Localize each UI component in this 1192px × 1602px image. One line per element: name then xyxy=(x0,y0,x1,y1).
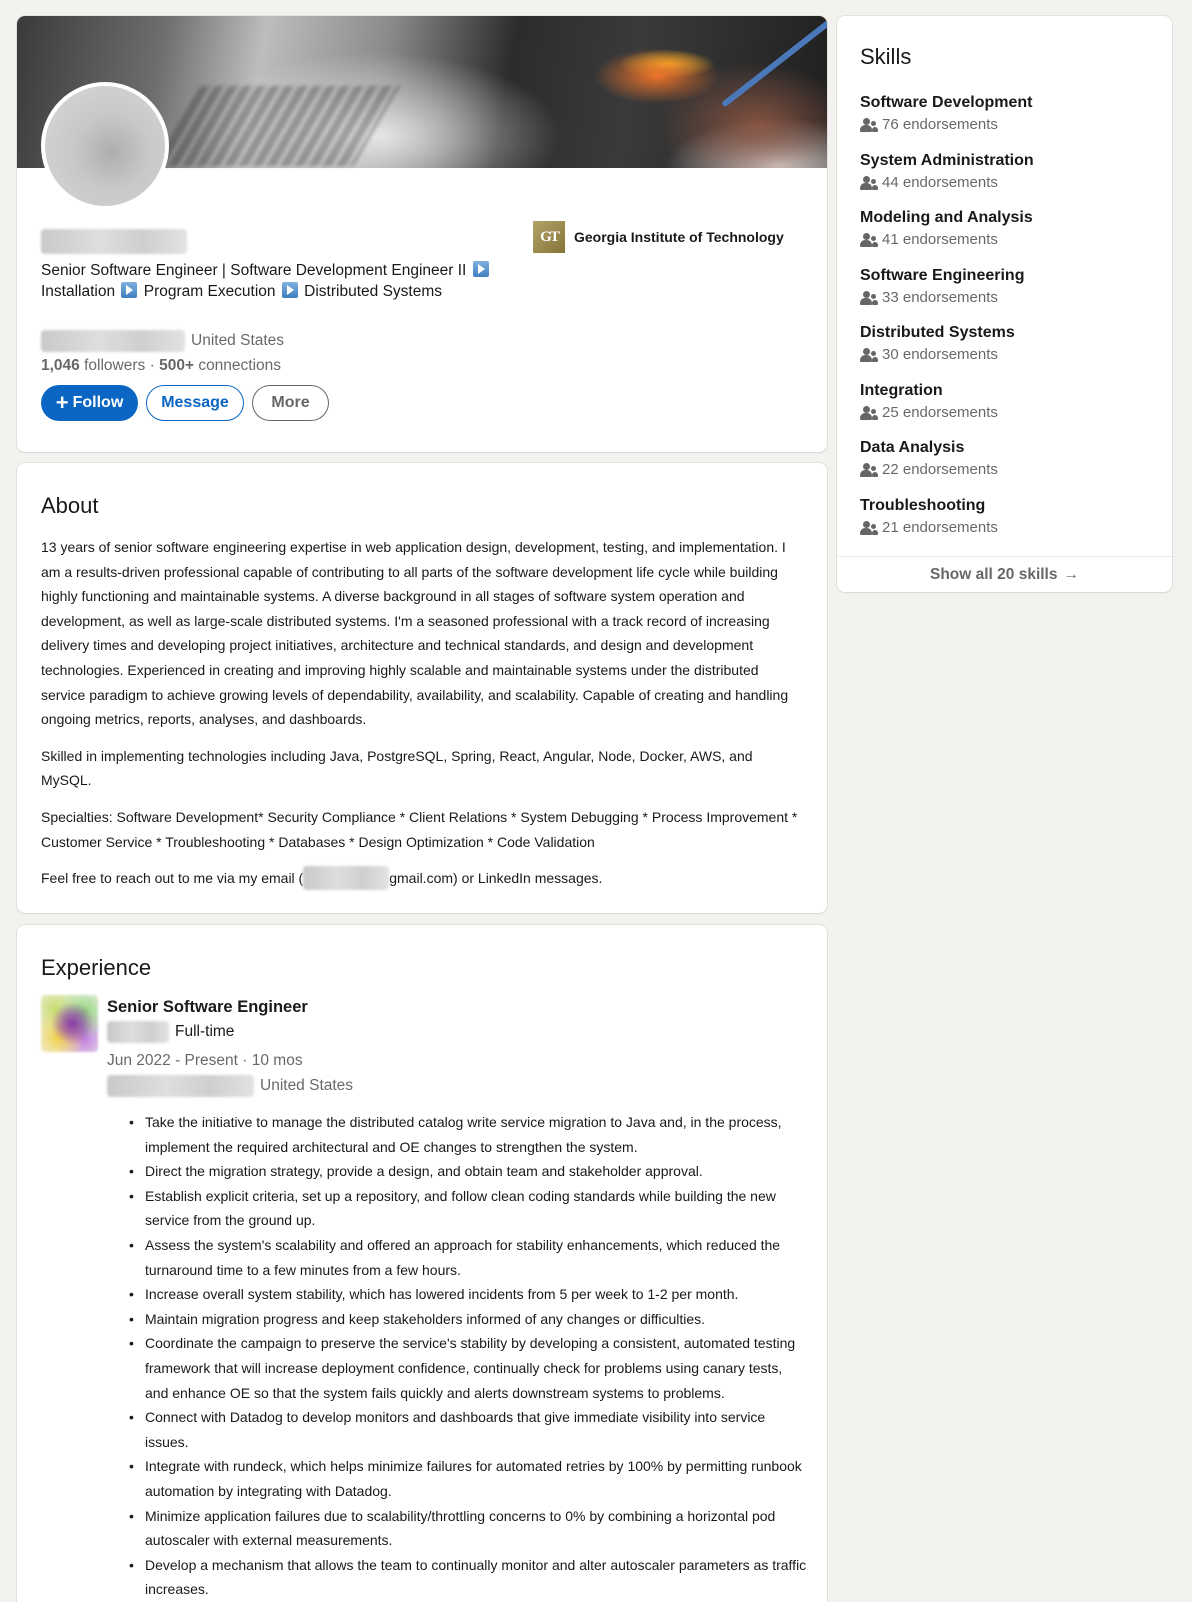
people-icon xyxy=(860,521,878,535)
job-bullet: • Connect with Datadog to develop monitors and dashboards that give immediate visibility into service issues. xyxy=(127,1405,807,1454)
network-stats xyxy=(41,357,281,375)
endorsement-count: 30 endorsements xyxy=(882,346,998,363)
connections-label[interactable]: connections xyxy=(198,357,282,374)
job-description-list xyxy=(127,1110,807,1602)
profile-headline xyxy=(41,260,521,302)
job-company xyxy=(107,1019,353,1045)
stats-separator: · xyxy=(149,357,155,374)
skills-title: Skills xyxy=(860,44,912,69)
endorsement-count: 33 endorsements xyxy=(882,288,998,306)
arrow-right-icon: → xyxy=(1063,565,1079,583)
people-icon xyxy=(860,406,878,420)
job-bullet: • Increase overall system stability, which has lowered incidents from 5 per week to 1-2 per month. xyxy=(127,1282,807,1307)
people-icon xyxy=(860,118,878,132)
plus-icon: + xyxy=(55,390,69,415)
company-logo[interactable] xyxy=(41,995,98,1052)
job-bullet: • Maintain migration progress and keep stakeholders informed of any changes or difficulties. xyxy=(127,1307,807,1332)
skill-endorsements[interactable] xyxy=(860,229,1034,251)
about-title: About xyxy=(41,493,99,518)
profile-actions xyxy=(41,385,329,421)
job-city-redacted xyxy=(107,1075,254,1097)
people-icon xyxy=(860,463,878,477)
play-button-icon xyxy=(121,282,137,298)
more-button[interactable]: More xyxy=(252,385,329,421)
job-bullet: • Coordinate the campaign to preserve the service's stability by developing a consistent, automated testing framework that will increase deployment confidence, continually check for problems using canary tests, and enhance OE so that the system fails quickly and alerts downstream systems to problems. xyxy=(127,1331,807,1405)
job-country: United States xyxy=(260,1077,354,1094)
play-button-icon xyxy=(473,261,489,277)
skill-endorsements[interactable] xyxy=(860,344,1034,366)
profile-top-card xyxy=(17,16,827,452)
people-icon xyxy=(860,176,878,190)
headline-part: Distributed Systems xyxy=(304,283,442,300)
job-bullet: • Integrate with rundeck, which helps minimize failures for automated retries by 100% by permitting runbook automation by integrating with Datadog. xyxy=(127,1454,807,1503)
skills-list xyxy=(860,92,1034,552)
contact-prefix: Feel free to reach out to me via my email ( xyxy=(41,870,304,887)
connections-count: 500+ xyxy=(159,357,194,374)
about-body xyxy=(41,535,801,903)
banner-pen-decoration xyxy=(721,16,827,108)
skill-name: Modeling and Analysis xyxy=(860,209,1033,226)
skill-name: Distributed Systems xyxy=(860,324,1015,341)
skill-item[interactable] xyxy=(860,207,1034,265)
skill-name: Integration xyxy=(860,381,943,399)
about-paragraph: 13 years of senior software engineering expertise in web application design, development, testing, and implementation. I am a results-driven professional capable of contributing to all parts of the software development life cycle while building highly functioning and maintainable systems. A diverse background in all stages of software system operation and development, as well as large-scale distributed systems. I'm a seasoned professional with a track record of increasing delivery times and developing project initiatives, architecture and technical standards, and design and development technologies. Experienced in creating and improving highly scalable and maintainable systems under the distributed service paradigm to achieve growing levels of dependability, availability, and scalability. Capable of creating and handling ongoing metrics, reports, analyses, and dashboards. xyxy=(41,539,789,728)
people-icon xyxy=(860,348,878,362)
location-country: United States xyxy=(191,332,285,349)
about-contact xyxy=(41,866,801,891)
skill-endorsements[interactable] xyxy=(860,172,1034,194)
job-bullet: • Take the initiative to manage the distributed catalog write service migration to Java and, in the process, implement the required architectural and OE changes to strengthen the system. xyxy=(127,1110,807,1159)
job-bullet: • Direct the migration strategy, provide a design, and obtain team and stakeholder approval. xyxy=(127,1159,807,1184)
contact-suffix: gmail.com) or LinkedIn messages. xyxy=(389,870,603,887)
experience-card xyxy=(17,925,827,1602)
follow-label: Follow xyxy=(72,394,124,411)
skill-item[interactable] xyxy=(860,380,1034,438)
show-all-label: Show all 20 skills xyxy=(929,565,1058,583)
followers-count: 1,046 xyxy=(41,357,80,374)
education-name: Georgia Institute of Technology xyxy=(574,229,784,245)
endorsement-count: 21 endorsements xyxy=(882,518,998,536)
skill-endorsements[interactable] xyxy=(860,402,1034,424)
about-card xyxy=(17,463,827,913)
skill-endorsements[interactable] xyxy=(860,517,1034,539)
profile-name-redacted xyxy=(41,229,187,254)
endorsement-count: 76 endorsements xyxy=(882,116,998,133)
employment-type: Full-time xyxy=(175,1023,235,1040)
show-all-skills-button[interactable] xyxy=(837,556,1172,592)
company-name-redacted xyxy=(107,1021,169,1043)
georgia-tech-logo-icon: GT xyxy=(533,221,565,253)
skill-endorsements[interactable] xyxy=(860,287,1034,309)
about-paragraph: Skilled in implementing technologies including Java, PostgreSQL, Spring, React, Angular, Node, Docker, AWS, and MySQL. xyxy=(41,747,753,789)
skill-item[interactable] xyxy=(860,495,1034,553)
experience-item xyxy=(107,995,353,1098)
endorsement-count: 25 endorsements xyxy=(882,403,998,421)
endorsement-count: 44 endorsements xyxy=(882,173,998,191)
job-bullet: • Assess the system's scalability and offered an approach for stability enhancements, which reduced the turnaround time to a few minutes from a few hours. xyxy=(127,1233,807,1282)
headline-part: Installation xyxy=(41,283,116,300)
skill-name: Data Analysis xyxy=(860,439,965,456)
skill-item[interactable] xyxy=(860,92,1034,150)
education-link[interactable] xyxy=(533,221,784,253)
headline-part: Program Execution xyxy=(143,283,276,300)
skill-endorsements[interactable] xyxy=(860,459,1034,481)
city-redacted xyxy=(41,330,185,352)
skill-name: Software Engineering xyxy=(860,266,1025,284)
experience-title: Experience xyxy=(41,955,152,980)
skill-item[interactable] xyxy=(860,150,1034,208)
profile-location xyxy=(41,330,284,352)
about-paragraph: Specialties: Software Development* Security Compliance * Client Relations * System Debugging * Process Improvement * Customer Service * Troubleshooting * Databases * Design Optimization * Code Validation xyxy=(41,808,798,850)
people-icon xyxy=(860,291,878,305)
endorsement-count: 41 endorsements xyxy=(882,231,998,248)
skill-name: System Administration xyxy=(860,151,1034,169)
follow-button[interactable] xyxy=(41,385,138,421)
profile-avatar[interactable] xyxy=(41,82,169,210)
skill-item[interactable] xyxy=(860,265,1034,323)
skill-endorsements[interactable] xyxy=(860,114,1034,136)
job-location xyxy=(107,1074,353,1098)
job-bullet: • Minimize application failures due to scalability/throttling concerns to 0% by combining a horizontal pod autoscaler with external measurements. xyxy=(127,1504,807,1553)
job-dates: Jun 2022 - Present · 10 mos xyxy=(107,1052,303,1069)
skill-name: Software Development xyxy=(860,94,1033,111)
job-title: Senior Software Engineer xyxy=(107,998,308,1016)
skill-item[interactable] xyxy=(860,437,1034,495)
headline-part: Senior Software Engineer | Software Development Engineer II xyxy=(41,262,467,279)
message-button[interactable]: Message xyxy=(146,385,244,421)
followers-label[interactable]: followers xyxy=(84,357,146,374)
email-redacted xyxy=(303,866,389,890)
people-icon xyxy=(860,233,878,247)
job-bullet: • Develop a mechanism that allows the team to continually monitor and alter autoscaler parameters as traffic increases. xyxy=(127,1553,807,1602)
banner-keyboard-decoration xyxy=(154,86,400,166)
play-button-icon xyxy=(282,282,298,298)
job-bullet: • Establish explicit criteria, set up a repository, and follow clean coding standards while building the new service from the ground up. xyxy=(127,1184,807,1233)
skills-card xyxy=(837,16,1172,592)
skill-name: Troubleshooting xyxy=(860,496,986,514)
endorsement-count: 22 endorsements xyxy=(882,461,998,478)
skill-item[interactable] xyxy=(860,322,1034,380)
